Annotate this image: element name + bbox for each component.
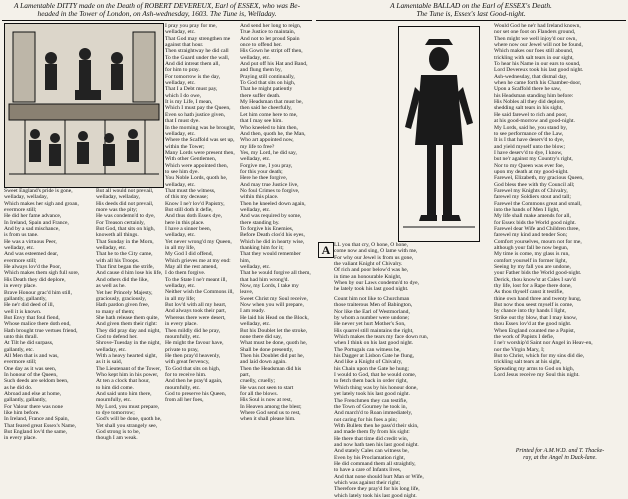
- imprint-line-2: ray, at the Angel in Duck-lane.: [523, 455, 597, 461]
- execution-scene-icon: [5, 24, 163, 187]
- nobleman-figure-icon: [399, 27, 479, 241]
- right-ballad-title: [318, 2, 624, 18]
- right-imprint: [494, 448, 626, 462]
- left-woodcut-scaffold-image: [4, 23, 164, 188]
- right-drop-capital: A: [318, 242, 334, 258]
- right-title-line-2: The Tune is, Essex's last Good-night.: [416, 9, 526, 19]
- right-stanza-intro: LL you that cry, O hone, O hone, come now and sing, O lame with me, For why our Jewel is from us gone, the valiant Knight of Chivalry. Of rich and poor below'd was he, in time an honourable Knight, When by our Laws condemn'd to dye, he lately took his last good night.: [334, 242, 420, 293]
- right-ballad: [314, 0, 628, 499]
- left-title-line-2: headed in the Tower of London, on Ash-wednesday, 1603. The Tune is, Welladay.: [37, 9, 277, 19]
- left-stanzas-col-1: Sweet England's pride is gone, welladay, welladay, Which makes her sigh and groan, evermore still; He did her fame advance, In Ireland, Spain and France, And by a sad mischance, is from us tane. He was a virtuous Peer, welladay, etc. And was esteemed dear, evermore still; He always lov'd the Poor, Which makes them sigh full sore, His Death they did deplore, in every place. Brave Honour grac'd him still, gallantly, gallantly, He ne'r did deed of ill, well it is known. But Envy that foul fiend, Whose malice there doth end, Hath brought true vertues friend, unto this thrall. At Tilt he did surpass, gallantly, etc. All Men that is and was, evermore still; One day as it was seen, In honour of the Queen, Such deeds are seldom been, as he did do. Abroad and else at home, gallantly, gallantly, For Valour there was none like him before. In Ireland, France and Spain, That feared great Essex's Name, But England lov'd the same, in every place.: [4, 188, 80, 442]
- imprint-line-1: Printed for A.M.W.D. and T. Thacke-: [515, 448, 605, 454]
- right-stanzas-col-2: Would God he ne'r had Ireland known, nor set one foot on Flanders ground, Then might we well injoy'd our own, where now our Jewel will not be found, Which makes our foes still abound, trickling with salt tears in our sight, To hear his Name in our ears to sound, Lord Devereux took his last good night. Ash-wednesday, that dismal day, when he came forth his Chamber-door, Upon a Scaffold there he saw, his Headsman standing him before: His Nobles all they did deplore, shedding salt tears in his sight, He said farewel to rich and poor, at his good-morrow and good-night. My Lords, said he, you stand by, to see performance of the Law, It is I that have deserv'd to dye, and yield myself unto the blow; I have deserv'd to dye, I know, but ne'r against my Country's right, Nor to my Queen was ever foe, upon my death at my good-night. Farewel, Elizabeth, my gracious Queen, God bless thee with thy Council all; Farewel my Knights of Chivalry, farewel my Soldiers stout and tall; Farewel the Commons great and small, into the hands of Men I light, My life shall make amends for all, for Essex bids the World good night. Farewel dear Wife and Children three, farewel my kind and tender Son; Comfort yourselves, mourn not for me, although your fall be now begun, My time is come, my glass is run, comfort yourself in former light, Seeing by my fall you are undone, your Father bids the World good-night. Derick, thou know'st at Cales I sav'd thy life, lost for a Rape there done, As thou thyself canst it testifie, thine own hand three and twenty hung, But now thou seest myself is come, by chance into thy hands I light, Strike out thy blow, that I may know, thou Essex lov'd at the good night. When England counted me a Papist, the work of Papists I defie, I ne'r worship'd Saint nor Angel in Heav-en, nor the Virgin Mary, I; But to Christ, which for my sins did die, trickling salt tears at his sight, Spreading my arms to God on high, Lord Jesus receive my Soul this night.: [494, 23, 593, 378]
- left-title-line-1: A Lamentable DITTY made on the Death of ROBERT DEVEREUX, Earl of ESSEX, who was Be-: [13, 1, 301, 10]
- right-woodcut-nobleman-image: [398, 26, 480, 242]
- left-stanzas-col-2: But all would not prevail, welladay, welladay, His deeds did not prevail, more was the pity; He was condemn'd to dye, For Treason certainly, But God, that sits on high, knoweth all things. That Sunday in the Morn, welladay, etc. That he to the City came, with all his Troops. That first began the strife, And cause d him lose his life, And others did the like, as well as he. Yet her Princely Majesty, graciously, graciously, Hath pardon given free, to many of them; She hath release them quite, And given them their right: They did pray day and night, God to defend her. Shrove-Tuesday in the night, welladay, etc. With a heavy hearted sight, as it is said, The Lieutenant of the Tower, Who kept him in his power, At ten a clock that hour, to him did come. And said unto him there, mournfully, etc. My Lord, you must prepare, to dye tomorrow; God's will be done, quoth he, Yet shall you strangely see, God strong is to be, though I am weak.: [96, 188, 163, 442]
- left-stanzas-col-4: And send her long to reign, True Justice to maintain, And not to let proud Spain once to offend her. His Gown he stript off then, welladay, etc. And put off his Hat and Band, and flung them by, Praying still continually, To God that sits on high, That he might patiently there suffer death. My Headsman that must be, then said he cheerfully, Let him come here to me, that I may see him. Who kneeled to him then, And then, quoth he, the Man, Who art appointed now, my life to free? Yes, my Lord, he did say, welladay, etc. Forgive me, I you pray, for this your death; Here he thee forgive, And may true Justice live, No foul Crimes to forgive, within this place. Then he kneeled down again, welladay, etc. And was required by some, there standing by. To forgive his Enemies, Before Death clos'd his eyes, Which he did in hearty wise, thanking him for it; That they would remember him, welladay, etc. That he would forgive all them, that had him wrong'd. Now, my Lords, I take my leave, Sweet Christ my Soul receive, Now when you will prepare, I am ready. He laid his Head on the Block, welladay, etc. But his Doublet let the stroke, none there did say, What must be done, quoth he, Shall be done presently, Then his Doublet did put he, and laid down again. Then the Headsman did his part, cruelly, cruelly; He was not seen to start for all the blows. His Soul is now at rest, In Heaven among the blest; Where God send us to rest, when it shall please him.: [240, 23, 311, 423]
- left-ballad-title: [4, 2, 310, 18]
- left-stanzas-col-3: I pray you pray for me, welladay, etc. That God may strengthen me against that hour. Then straightway he did call To the Guard under the wall, And did intreat them all, for him to pray. For tomorrow is the day, welladay, etc. That I a Debt must pay, which I do owe, It is my Life, I mean, Which I must pay the Queen, Even so hath justice given, that I must dye. In the morning was he brought, welladay, etc. Where the Scaffold was set up, within the Tower; Many Lords were present then, With other Gentlemen, Which were appointed then, to see him dye. You Noble Lords, quoth he, welladay, etc. That must the witness, of this my decease; Know I ne'r lov'd Papistry, But still doth it defie, And thus doth Essex dye, here in this place. I have a sinner been, welladay, etc. Yet never wrong'd my Queen, in all my life, My God I did offend, Which grieves me at my end: May all the rest amend, I do them forgive. To the State I ne'r meant ill, welladay, etc. Neither wish the Commons ill, in all my life; But lov'd with all my heart, And always took their part, Whereas there were desert, in every place. Then mildly did he pray, mournfully, etc. He might the favour have, private to pray, He then pray'd heavenly, with great fervency, To God that sits on high, for to receive him. And then he pray'd again, mournfully, etc. God to preserve his Queen, from all her foes,: [165, 23, 236, 404]
- left-ballad: [0, 0, 314, 480]
- right-title-rule: [316, 20, 626, 21]
- left-title-rule: [2, 20, 312, 21]
- right-stanzas-col-1: Count him not like to Churchman those traiterous Men of Babington, Nor like the Earl of Westmorland, by whom a number were undone; He never yet hurt Mother's Son, His quarrel still maintains the right, Which makes the tears my face down run, when I think on his last good night. The Portugals can witness be, his Dagger at Lisbon Gate he flung, And like a Knight of Chivalry, his Chain upon the Gate he hung; I would to God, that he would come, to fetch them back in order right, Which thing was by his honour done, yet lately took his last good night. The Frenchmen they can testifie, the Town of Gourney he took in, And march'd to Roan immediately, not caring for his foes a pin; With Bullets then he pass'd their skin, and made them fly from his sight: He there that time did credit win, and now hath taen his last good night. And stately Cales can witness be, Even by his Proclamation right, He did command them all straightly, to have a care of Infants lives, And that none should hurt Man or Wife, which was against their right; Therefore they pray'd for his long life, which lately took his last good night.: [334, 296, 429, 499]
- right-title-line-1: A Lamentable BALLAD on the Earl of ESSEX's Death.: [390, 1, 552, 10]
